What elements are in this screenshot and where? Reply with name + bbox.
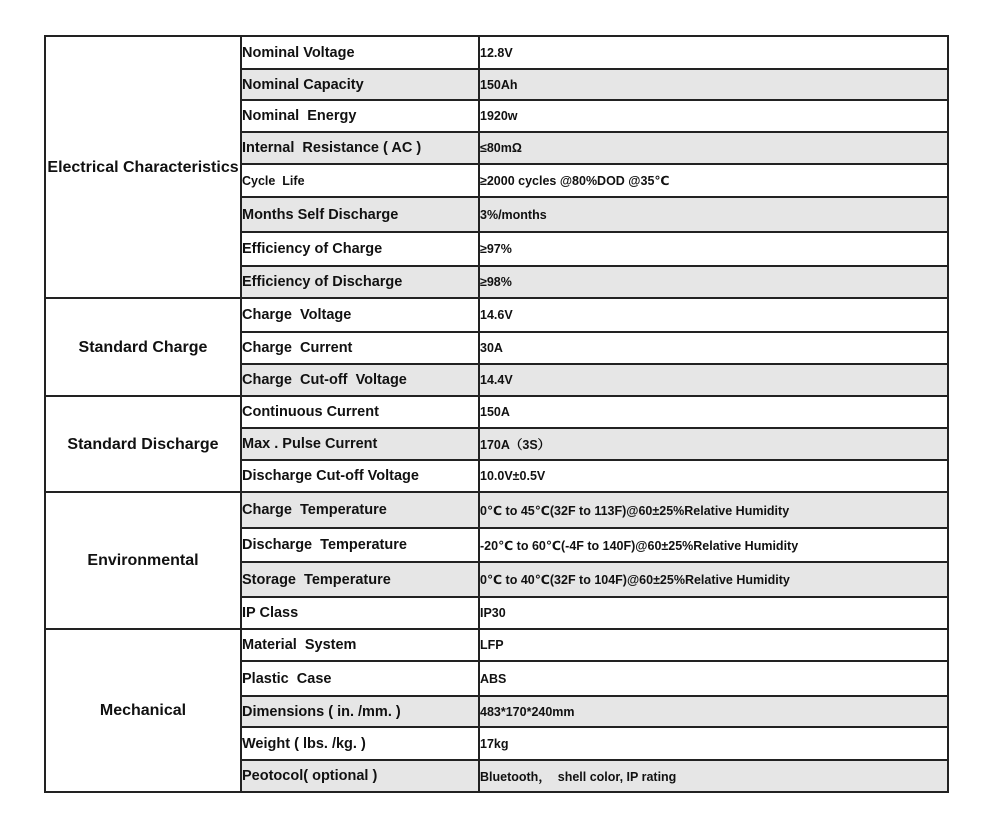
value-cell: 150Ah xyxy=(479,69,948,100)
value-cell: 12.8V xyxy=(479,36,948,69)
value-cell: ≥2000 cycles @80%DOD @35℃ xyxy=(479,164,948,197)
value-cell: 170A（3S） xyxy=(479,428,948,460)
param-cell: Charge Temperature xyxy=(241,492,479,528)
param-cell: Charge Cut-off Voltage xyxy=(241,364,479,396)
param-cell: Internal Resistance ( AC ) xyxy=(241,132,479,164)
table-row xyxy=(45,36,948,69)
param-cell: Months Self Discharge xyxy=(241,197,479,232)
value-cell: 150A xyxy=(479,396,948,428)
value-cell: -20℃ to 60℃(-4F to 140F)@60±25%Relative Humidity xyxy=(479,528,948,562)
param-cell: Nominal Energy xyxy=(241,100,479,132)
value-cell: 0℃ to 45℃(32F to 113F)@60±25%Relative Humidity xyxy=(479,492,948,528)
param-cell: Weight ( lbs. /kg. ) xyxy=(241,727,479,760)
table-row xyxy=(45,396,948,428)
value-cell: 14.6V xyxy=(479,298,948,332)
table-row xyxy=(45,629,948,661)
value-cell: ≥98% xyxy=(479,266,948,298)
spec-table xyxy=(44,35,949,793)
value-cell: 3%/months xyxy=(479,197,948,232)
category-cell: Mechanical xyxy=(45,629,241,792)
param-cell: Material System xyxy=(241,629,479,661)
category-cell: Electrical Characteristics xyxy=(45,36,241,298)
value-cell: 14.4V xyxy=(479,364,948,396)
category-cell: Standard Charge xyxy=(45,298,241,396)
param-cell: Plastic Case xyxy=(241,661,479,696)
table-row xyxy=(45,492,948,528)
param-cell: Charge Current xyxy=(241,332,479,364)
value-cell: Bluetooth， shell color, IP rating xyxy=(479,760,948,792)
param-cell: Efficiency of Charge xyxy=(241,232,479,266)
value-cell: 30A xyxy=(479,332,948,364)
value-cell: 17kg xyxy=(479,727,948,760)
value-cell: ≥97% xyxy=(479,232,948,266)
param-cell: Cycle Life xyxy=(241,164,479,197)
value-cell: ≤80mΩ xyxy=(479,132,948,164)
param-cell: Dimensions ( in. /mm. ) xyxy=(241,696,479,727)
category-cell: Environmental xyxy=(45,492,241,629)
param-cell: Continuous Current xyxy=(241,396,479,428)
param-cell: Peotocol( optional ) xyxy=(241,760,479,792)
value-cell: 483*170*240mm xyxy=(479,696,948,727)
param-cell: Discharge Temperature xyxy=(241,528,479,562)
param-cell: Charge Voltage xyxy=(241,298,479,332)
value-cell: IP30 xyxy=(479,597,948,629)
param-cell: Storage Temperature xyxy=(241,562,479,597)
value-cell: ABS xyxy=(479,661,948,696)
value-cell: LFP xyxy=(479,629,948,661)
value-cell: 10.0V±0.5V xyxy=(479,460,948,492)
param-cell: IP Class xyxy=(241,597,479,629)
param-cell: Nominal Capacity xyxy=(241,69,479,100)
param-cell: Efficiency of Discharge xyxy=(241,266,479,298)
param-cell: Nominal Voltage xyxy=(241,36,479,69)
param-cell: Discharge Cut-off Voltage xyxy=(241,460,479,492)
value-cell: 0℃ to 40℃(32F to 104F)@60±25%Relative Humidity xyxy=(479,562,948,597)
param-cell: Max . Pulse Current xyxy=(241,428,479,460)
category-cell: Standard Discharge xyxy=(45,396,241,492)
table-row xyxy=(45,298,948,332)
value-cell: 1920w xyxy=(479,100,948,132)
